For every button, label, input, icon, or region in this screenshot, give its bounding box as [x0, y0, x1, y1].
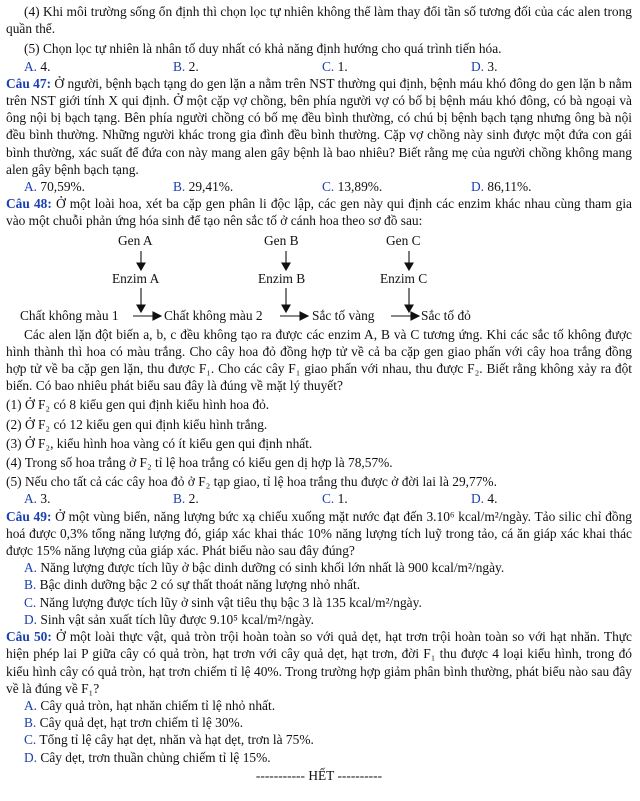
statement-4: (4) Trong số hoa trắng ở F₂ tỉ lệ hoa trắng có kiểu gen dị hợp là 78,57%. — [6, 455, 393, 471]
option-c[interactable]: C. 13,89%. — [322, 179, 383, 195]
gene-b-label: Gen B — [264, 232, 299, 248]
question-48 — [6, 195, 632, 229]
gene-a-label: Gen A — [118, 232, 153, 248]
enzyme-b-label: Enzim B — [258, 270, 306, 286]
option-a[interactable]: A. Cây quả tròn, hạt nhăn chiếm tỉ lệ nhỏ nhất. — [24, 697, 276, 713]
option-a[interactable]: A. 3. — [24, 491, 51, 507]
statement-5: (5) Chọn lọc tự nhiên là nhân tố duy nhất có khả năng định hướng cho quá trình tiến hóa. — [24, 41, 502, 57]
option-c[interactable]: C. 1. — [322, 491, 348, 507]
answer-options-47 — [6, 178, 632, 195]
question-number: Câu 49: — [6, 508, 52, 524]
arrowhead — [137, 305, 145, 312]
question-text: Ở một vùng biển, năng lượng bức xạ chiếu xuống mặt nước đạt đến 3.10⁶ kcal/m²/ngày. Tảo silic chỉ đồng hoá được 0,3% tổng năng lượng đó, giáp xác khai thác 10% năng lượng tích luỹ trong tảo, cá ăn giáp xác khai thác được 15% năng lượng của giáp xác. Phát biểu nào sau đây đúng? — [6, 508, 632, 559]
question-47 — [6, 75, 632, 178]
statement-1: (1) Ở F₂ có 8 kiểu gen qui định kiểu hình hoa đỏ. — [6, 397, 270, 413]
answer-options-48 — [6, 490, 632, 507]
enzyme-a-label: Enzim A — [112, 270, 160, 286]
statement-2: (2) Ở F₂ có 12 kiểu gen qui định kiểu hình trắng. — [6, 416, 268, 432]
question-50 — [6, 628, 632, 697]
option-d[interactable]: D. Sinh vật sản xuất tích lũy được 9.10⁵ kcal/m²/ngày. — [24, 611, 314, 627]
question-text: Ở một loài thực vật, quả tròn trội hoàn toàn so với quả dẹt, hạt trơn trội hoàn toàn so với hạt nhăn. Thực hiện phép lai P giữa cây có quả tròn, hạt trơn với cây quả dẹt, hạt trơn, đời F₁ thu được 4 loại kiểu hình, trong đó kiểu hình cây có quả tròn, hạt trơn chiếm tỉ lệ 40%. Trong trường hợp giảm phân bình thường, phát biểu nào sau đây về là đúng về F₁? — [6, 629, 632, 696]
arrowhead — [300, 312, 308, 320]
option-b[interactable]: B. 2. — [173, 491, 199, 507]
red-pigment-label: Sắc tố đỏ — [421, 307, 471, 323]
arrowhead — [411, 312, 419, 320]
enzyme-c-label: Enzim C — [380, 270, 428, 286]
pathway-diagram — [6, 231, 632, 325]
statement-5: (5) Nếu cho tất cả các cây hoa đỏ ở F₂ tạp giao, tỉ lệ hoa trắng thu được ở đời lai là 29,77%. — [6, 474, 497, 490]
option-c[interactable]: C. 1. — [322, 58, 348, 74]
option-a[interactable]: A. Năng lượng được tích lũy ở bậc dinh dưỡng có sinh khối lớn nhất là 900 kcal/m²/ngày. — [24, 560, 505, 576]
gene-c-label: Gen C — [386, 232, 421, 248]
question-48-body: Các alen lặn đột biến a, b, c đều không tạo ra được các enzim A, B và C tương ứng. Khi các sắc tố không được hình thành thì hoa có màu trắng. Cho cây hoa đỏ đồng hợp tử về cả ba cặp gen giao phấn với cây hoa trắng đồng hợp tử về ba cặp gen lặn, thu được F₁. Cho các cây F₁ giao phấn với nhau, thu được F₂. Biết rằng không xảy ra đột biến. Có bao nhiêu phát biểu sau đây là đúng về mặt lý thuyết? — [6, 326, 632, 394]
option-d[interactable]: D. 86,11%. — [471, 179, 532, 195]
option-b[interactable]: B. Bậc dinh dưỡng bậc 2 có sự thất thoát năng lượng nhỏ nhất. — [24, 577, 361, 593]
statement-3: (3) Ở F₂, kiểu hình hoa vàng có ít kiểu gen qui định nhất. — [6, 435, 313, 451]
statement-4: (4) Khi môi trường sống ổn định thì chọn lọc tự nhiên không thể làm thay đổi tần số tương đối của các alen trong quần thể. — [6, 4, 632, 37]
yellow-pigment-label: Sắc tố vàng — [312, 307, 375, 323]
question-number: Câu 47: — [6, 75, 52, 91]
arrowhead — [405, 263, 413, 270]
option-d[interactable]: D. Cây dẹt, trơn thuần chủng chiếm tỉ lệ 15%. — [24, 749, 271, 765]
question-49 — [6, 508, 632, 560]
colorless-1-label: Chất không màu 1 — [20, 307, 119, 323]
colorless-2-label: Chất không màu 2 — [164, 307, 263, 323]
option-a[interactable]: A. 4. — [24, 58, 51, 74]
arrowhead — [405, 305, 413, 312]
answer-options-prev — [6, 58, 632, 75]
arrowhead — [282, 263, 290, 270]
option-c[interactable]: C. Tổng tỉ lệ cây hạt dẹt, nhăn và hạt dẹt, trơn là 75%. — [24, 732, 314, 748]
option-b[interactable]: B. Cây quả dẹt, hạt trơn chiếm tỉ lệ 30%. — [24, 715, 244, 731]
option-b[interactable]: B. 29,41%. — [173, 179, 234, 195]
option-d[interactable]: D. 3. — [471, 58, 498, 74]
option-a[interactable]: A. 70,59%. — [24, 179, 86, 195]
option-b[interactable]: B. 2. — [173, 58, 199, 74]
question-text: Ở một loài hoa, xét ba cặp gen phân li độc lập, các gen này qui định các enzim khác nhau cùng tham gia vào một chuỗi phản ứng hóa sinh để tạo nên sắc tố ở cánh hoa theo sơ đồ sau: — [6, 196, 632, 229]
end-marker: ----------- HẾT ---------- — [255, 767, 383, 783]
arrowhead — [282, 305, 290, 312]
question-text: Ở người, bệnh bạch tạng do gen lặn a nằm trên NST thường qui định, bệnh máu khó đông do gen lặn b nằm trên NST giới tính X qui định. Ở một cặp vợ chồng, bên phía người vợ có bố bị bệnh máu khó đông, có bà ngoại và ông nội bị bạch tạng. Bên phía người chồng có bố mẹ đều bình thường, có chú bị bệnh bạch tạng nhưng ông bà nội đều bình thường. Những người khác trong gia đình đều bình thường. Cặp vợ chồng này sinh được một đứa con gái bình thường, xác suất để đứa con này mang alen gây bệnh là bao nhiêu? Biết rằng mẹ của người chồng không mang alen gây bệnh bạch tạng. — [6, 75, 632, 177]
question-number: Câu 50: — [6, 629, 52, 645]
option-d[interactable]: D. 4. — [471, 491, 498, 507]
arrowhead — [137, 263, 145, 270]
arrowhead — [153, 312, 161, 320]
question-number: Câu 48: — [6, 196, 52, 212]
option-c[interactable]: C. Năng lượng được tích lũy ở sinh vật tiêu thụ bậc 3 là 135 kcal/m²/ngày. — [24, 594, 422, 610]
